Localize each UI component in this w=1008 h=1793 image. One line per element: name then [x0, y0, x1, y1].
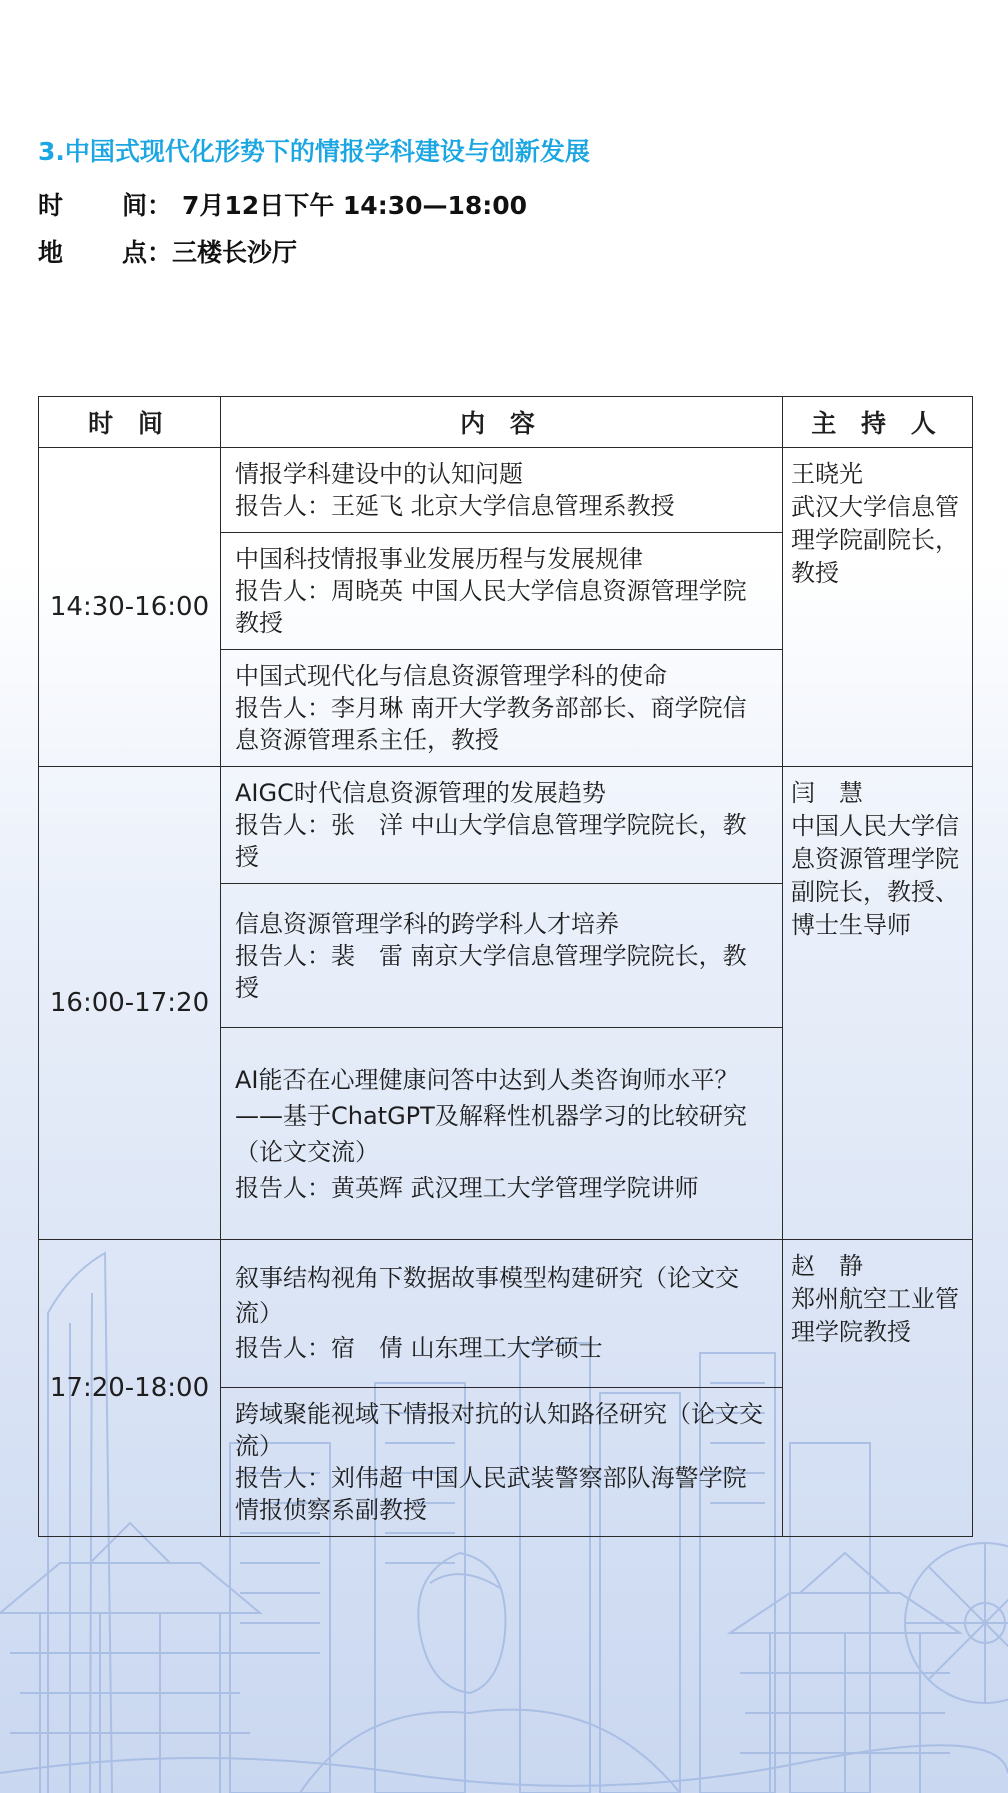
talk-title: 情报学科建设中的认知问题: [235, 460, 523, 488]
section-title: 3.中国式现代化形势下的情报学科建设与创新发展: [38, 137, 590, 166]
talk-title: 信息资源管理学科的跨学科人才培养: [235, 909, 619, 938]
host-title: 武汉大学信息管理学院副院长，教授: [791, 493, 959, 587]
time-label-char-2: 间：: [122, 191, 173, 220]
place-label-char-1: 地: [38, 238, 64, 267]
talk-cell: [221, 448, 783, 533]
header-host: 主 持 人: [783, 397, 973, 448]
host-cell: [783, 767, 973, 1240]
talk-speaker: 报告人：张 洋 中山大学信息管理学院院长，教授: [235, 811, 747, 871]
talk-title: 叙事结构视角下数据故事模型构建研究（论文交流）: [235, 1264, 739, 1327]
session-time: 16:00-17:20: [39, 767, 221, 1240]
talk-speaker: 报告人：宿 倩 山东理工大学硕士: [235, 1334, 603, 1362]
talk-title: 中国科技情报事业发展历程与发展规律: [235, 545, 643, 573]
table-header-row: [39, 397, 973, 448]
talk-cell: [221, 650, 783, 767]
talk-cell: [221, 884, 783, 1028]
host-title: 中国人民大学信息资源管理学院副院长，教授、博士生导师: [791, 812, 959, 939]
place-row: [38, 233, 297, 269]
talk-speaker: 报告人：黄英辉 武汉理工大学管理学院讲师: [235, 1173, 699, 1202]
talk-title: AIGC时代信息资源管理的发展趋势: [235, 779, 606, 807]
table-row: [39, 767, 973, 884]
host-name: 闫 慧: [791, 779, 863, 807]
time-row: [38, 186, 527, 222]
time-value: 7月12日下午 14:30—18:00: [182, 191, 528, 220]
talk-title: 跨域聚能视域下情报对抗的认知路径研究（论文交流）: [235, 1400, 763, 1460]
talk-title: 中国式现代化与信息资源管理学科的使命: [235, 662, 667, 690]
header-content: 内 容: [221, 397, 783, 448]
talk-speaker: 报告人：李月琳 南开大学教务部部长、商学院信息资源管理系主任，教授: [235, 694, 747, 754]
host-title: 郑州航空工业管理学院教授: [791, 1285, 959, 1346]
talk-cell: [221, 1028, 783, 1240]
host-name: 王晓光: [791, 460, 863, 488]
session-time: 17:20-18:00: [39, 1240, 221, 1537]
talk-speaker: 报告人：刘伟超 中国人民武装警察部队海警学院情报侦察系副教授: [235, 1464, 747, 1524]
time-label-char-1: 时: [38, 191, 64, 220]
talk-speaker: 报告人：王延飞 北京大学信息管理系教授: [235, 492, 675, 520]
table-row: [39, 1240, 973, 1388]
talk-cell: [221, 767, 783, 884]
talk-title: AI能否在心理健康问答中达到人类咨询师水平？——基于ChatGPT及解释性机器学习的比较研究（论文交流）: [235, 1065, 747, 1166]
talk-cell: [221, 1388, 783, 1537]
talk-speaker: 报告人：裴 雷 南京大学信息管理学院院长，教授: [235, 941, 747, 1002]
table-row: [39, 448, 973, 533]
session-time: 14:30-16:00: [39, 448, 221, 767]
host-name: 赵 静: [791, 1252, 863, 1280]
header-time: 时 间: [39, 397, 221, 448]
place-label-char-2: 点：: [122, 238, 173, 267]
schedule-table: [38, 396, 973, 1537]
talk-cell: [221, 1240, 783, 1388]
host-cell: [783, 448, 973, 767]
talk-speaker: 报告人：周晓英 中国人民大学信息资源管理学院教授: [235, 577, 747, 637]
place-value: 三楼长沙厅: [172, 238, 298, 267]
talk-cell: [221, 533, 783, 650]
host-cell: [783, 1240, 973, 1537]
